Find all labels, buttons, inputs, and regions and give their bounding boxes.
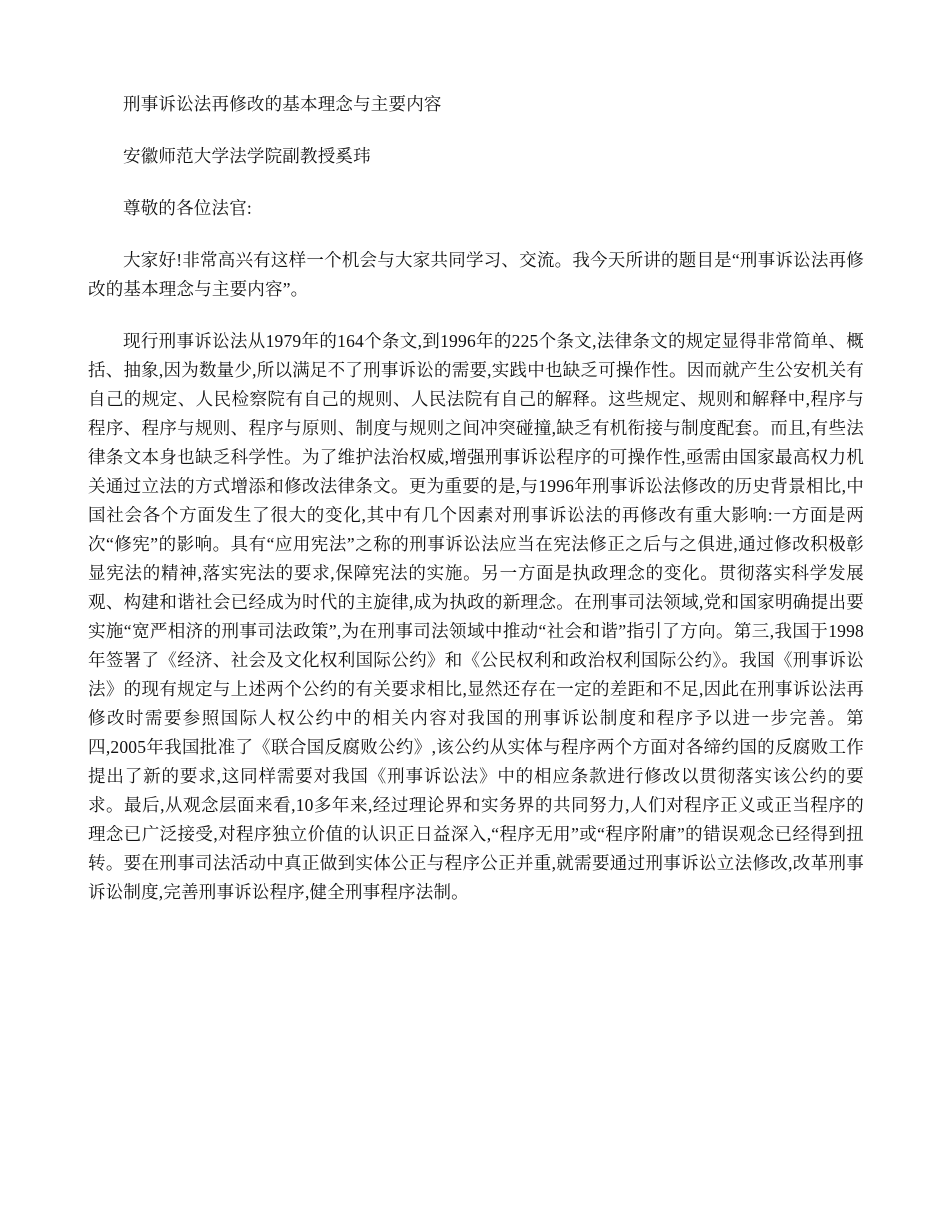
body-paragraph: 现行刑事诉讼法从1979年的164个条文,到1996年的225个条文,法律条文的规定显得非常简单、概括、抽象,因为数量少,所以满足不了刑事诉讼的需要,实践中也缺乏可操作性。因而就产生公安机关有自己的规定、人民检察院有自己的规则、人民法院有自己的解释。这些规定、规则和解释中,程序与程序、程序与规则、程序与原则、制度与规则之间冲突碰撞,缺乏有机衔接与制度配套。而且,有些法律条文本身也缺乏科学性。为了维护法治权威,增强刑事诉讼程序的可操作性,亟需由国家最高权力机关通过立法的方式增添和修改法律条文。更为重要的是,与1996年刑事诉讼法修改的历史背景相比,中国社会各个方面发生了很大的变化,其中有几个因素对刑事诉讼法的再修改有重大影响:一方面是两次“修宪”的影响。具有“应用宪法”之称的刑事诉讼法应当在宪法修正之后与之俱进,通过修改积极彰显宪法的精神,落实宪法的要求,保障宪法的实施。另一方面是执政理念的变化。贯彻落实科学发展观、构建和谐社会已经成为时代的主旋律,成为执政的新理念。在刑事司法领域,党和国家明确提出要实施“宽严相济的刑事司法政策”,为在刑事司法领域中推动“社会和谐”指引了方向。第三,我国于1998年签署了《经济、社会及文化权利国际公约》和《公民权利和政治权利国际公约》。我国《刑事诉讼法》的现有规定与上述两个公约的有关要求相比,显然还存在一定的差距和不足,因此在刑事诉讼法再修改时需要参照国际人权公约中的相关内容对我国的刑事诉讼制度和程序予以进一步完善。第四,2005年我国批准了《联合国反腐败公约》,该公约从实体与程序两个方面对各缔约国的反腐败工作提出了新的要求,这同样需要对我国《刑事诉讼法》中的相应条款进行修改以贯彻落实该公约的要求。最后,从观念层面来看,10多年来,经过理论界和实务界的共同努力,人们对程序正义或正当程序的理念已广泛接受,对程序独立价值的认识正日益深入,“程序无用”或“程序附庸”的错误观念已经得到扭转。要在刑事司法活动中真正做到实体公正与程序公正并重,就需要通过刑事诉讼立法修改,改革刑事诉讼制度,完善刑事诉讼程序,健全刑事程序法制。 <box>88 331 864 902</box>
document-page <box>88 90 864 907</box>
document-title: 刑事诉讼法再修改的基本理念与主要内容 <box>123 94 442 114</box>
document-salutation: 尊敬的各位法官: <box>123 198 252 218</box>
intro-paragraph: 大家好!非常高兴有这样一个机会与大家共同学习、交流。我今天所讲的题目是“刑事诉讼法再修改的基本理念与主要内容”。 <box>88 250 864 299</box>
document-author: 安徽师范大学法学院副教授奚玮 <box>123 146 371 166</box>
